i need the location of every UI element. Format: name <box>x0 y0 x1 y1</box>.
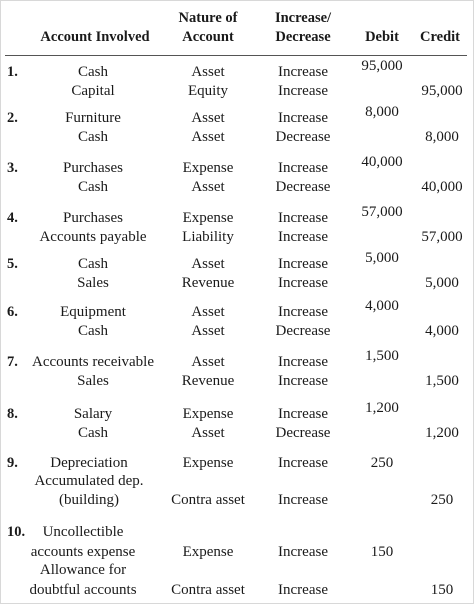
account-name: Accumulated dep. <box>34 473 144 489</box>
credit-amount: 5,000 <box>425 275 459 291</box>
account-nature: Revenue <box>181 373 235 389</box>
account-nature: Asset <box>191 256 225 272</box>
account-name: Purchases <box>63 160 123 176</box>
credit-amount: 1,500 <box>425 373 459 389</box>
debit-amount: 5,000 <box>365 250 399 266</box>
entry-number: 2. <box>7 110 18 126</box>
debit-amount: 40,000 <box>361 154 403 170</box>
account-nature: Contra asset <box>171 582 245 598</box>
debit-amount: 150 <box>370 544 394 560</box>
change-direction: Increase <box>278 582 328 598</box>
entry-number: 5. <box>7 256 18 272</box>
account-nature: Expense <box>182 455 234 471</box>
change-direction: Increase <box>278 406 328 422</box>
account-nature: Asset <box>191 425 225 441</box>
account-name: Furniture <box>65 110 121 126</box>
change-direction: Increase <box>278 492 328 508</box>
account-name: Cash <box>78 179 108 195</box>
debit-amount: 1,500 <box>365 348 399 364</box>
credit-amount: 250 <box>430 492 454 508</box>
entry-number: 9. <box>7 455 18 471</box>
account-name: Salary <box>73 406 113 422</box>
change-direction: Increase <box>278 256 328 272</box>
change-direction: Decrease <box>275 129 331 145</box>
account-name: Uncollectible <box>42 524 124 540</box>
account-name: Purchases <box>63 210 123 226</box>
account-nature: Expense <box>182 210 234 226</box>
account-nature: Asset <box>191 354 225 370</box>
change-direction: Increase <box>278 354 328 370</box>
account-name: Cash <box>78 64 108 80</box>
account-nature: Expense <box>182 544 234 560</box>
change-direction: Decrease <box>275 179 331 195</box>
entry-number: 1. <box>7 64 18 80</box>
credit-amount: 40,000 <box>421 179 463 195</box>
account-name: Accounts receivable <box>31 354 155 370</box>
change-direction: Increase <box>278 83 328 99</box>
entry-number: 7. <box>7 354 18 370</box>
credit-amount: 1,200 <box>425 425 459 441</box>
account-nature: Revenue <box>181 275 235 291</box>
change-direction: Increase <box>278 275 328 291</box>
debit-amount: 57,000 <box>361 204 403 220</box>
account-name: Allowance for <box>39 562 127 578</box>
change-direction: Increase <box>278 373 328 389</box>
credit-amount: 4,000 <box>425 323 459 339</box>
change-direction: Increase <box>278 160 328 176</box>
account-nature: Expense <box>182 406 234 422</box>
account-nature: Contra asset <box>171 492 245 508</box>
account-nature: Asset <box>191 304 225 320</box>
header-account-involved: Account Involved <box>40 29 150 45</box>
account-name: Cash <box>78 425 108 441</box>
account-name: Capital <box>71 83 115 99</box>
account-nature: Asset <box>191 179 225 195</box>
change-direction: Increase <box>278 110 328 126</box>
account-name: Depreciation <box>50 455 128 471</box>
entry-number: 4. <box>7 210 18 226</box>
change-direction: Increase <box>278 544 328 560</box>
debit-amount: 95,000 <box>361 58 403 74</box>
account-nature: Asset <box>191 129 225 145</box>
account-name: doubtful accounts <box>29 582 137 598</box>
account-nature: Asset <box>191 110 225 126</box>
entry-number: 10. <box>7 524 26 540</box>
change-direction: Increase <box>278 455 328 471</box>
account-name: Accounts payable <box>39 229 147 245</box>
entry-number: 6. <box>7 304 18 320</box>
change-direction: Increase <box>278 210 328 226</box>
credit-amount: 95,000 <box>421 83 463 99</box>
credit-amount: 8,000 <box>425 129 459 145</box>
account-name: Cash <box>78 129 108 145</box>
account-name: Sales <box>77 373 109 389</box>
account-nature: Asset <box>191 323 225 339</box>
header-nature-line-2: Account <box>182 29 234 45</box>
account-name: Sales <box>77 275 109 291</box>
change-direction: Increase <box>278 64 328 80</box>
account-name: Equipment <box>60 304 126 320</box>
header-debit: Debit <box>365 29 399 45</box>
header-incdec-line-2: Decrease <box>275 29 331 45</box>
change-direction: Increase <box>278 229 328 245</box>
entry-number: 8. <box>7 406 18 422</box>
account-name: Cash <box>78 323 108 339</box>
account-nature: Asset <box>191 64 225 80</box>
header-rule <box>5 55 467 56</box>
change-direction: Decrease <box>275 425 331 441</box>
account-name: Cash <box>78 256 108 272</box>
entry-number: 3. <box>7 160 18 176</box>
credit-amount: 150 <box>430 582 454 598</box>
account-nature: Expense <box>182 160 234 176</box>
debit-amount: 250 <box>370 455 394 471</box>
header-nature-line-1: Nature of <box>178 10 238 26</box>
credit-amount: 57,000 <box>421 229 463 245</box>
header-credit: Credit <box>419 29 461 45</box>
debit-amount: 8,000 <box>365 104 399 120</box>
change-direction: Increase <box>278 304 328 320</box>
account-nature: Liability <box>182 229 234 245</box>
change-direction: Decrease <box>275 323 331 339</box>
debit-amount: 1,200 <box>365 400 399 416</box>
account-nature: Equity <box>188 83 228 99</box>
account-name: accounts expense <box>30 544 136 560</box>
debit-amount: 4,000 <box>365 298 399 314</box>
account-name: (building) <box>59 492 119 508</box>
header-incdec-line-1: Increase/ <box>274 10 332 26</box>
